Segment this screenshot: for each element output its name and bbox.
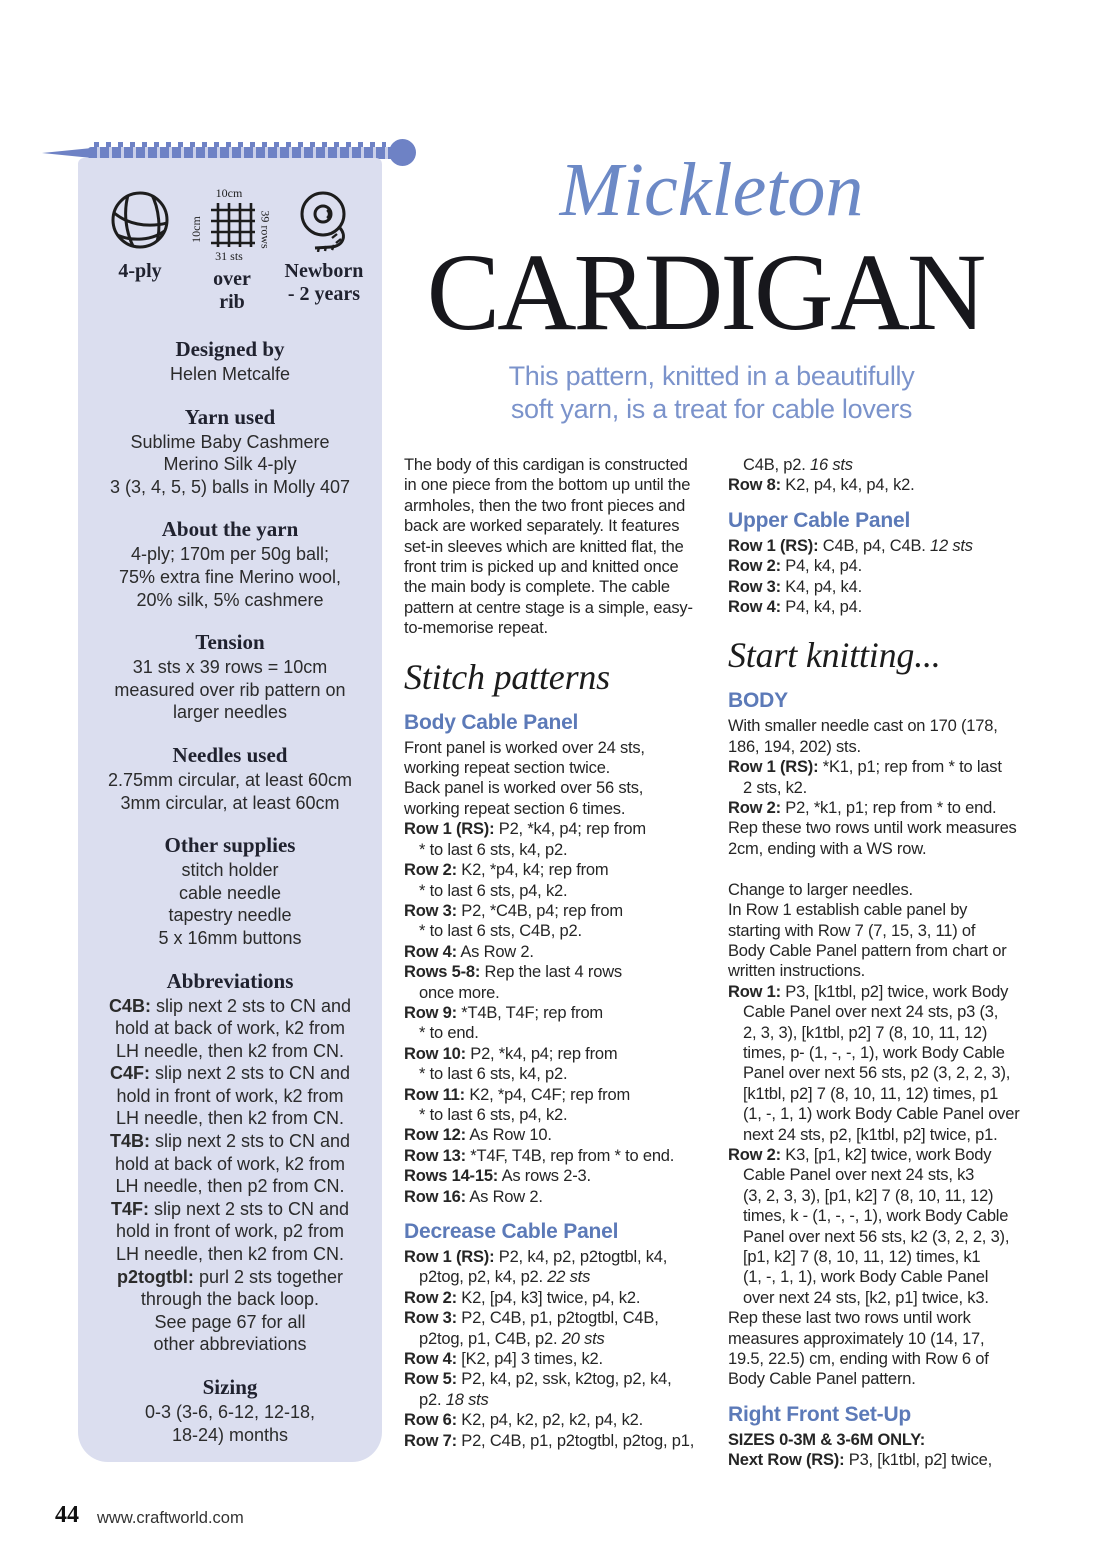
subsection-heading: Decrease Cable Panel <box>404 1220 619 1243</box>
pattern-line: starting with Row 7 (7, 15, 3, 11) of <box>728 921 976 940</box>
pattern-line: Row 3: P2, *C4B, p4; rep from <box>404 901 623 920</box>
pattern-line: (1, -, 1, 1), work Body Cable Panel <box>743 1268 989 1287</box>
pattern-line: Row 2: P2, *k1, p1; rep from * to end. <box>728 799 997 818</box>
pattern-line: 2, 3, 3), [k1tbl, p2] 7 (8, 10, 11, 12) <box>743 1023 988 1042</box>
sidebar-section-heading: Tension <box>195 630 265 655</box>
subsection-heading: Body Cable Panel <box>404 710 579 734</box>
pattern-line: With smaller needle cast on 170 (178, <box>728 717 998 736</box>
sidebar-text-line: other abbreviations <box>153 1334 307 1355</box>
sidebar-text-line: 75% extra fine Merino wool, <box>118 566 342 587</box>
sidebar-text-line: See page 67 for all <box>154 1311 306 1332</box>
subsection-heading: Upper Cable Panel <box>728 508 911 532</box>
subtitle-line: This pattern, knitted in a beautifully <box>508 361 915 391</box>
pattern-instructions <box>728 455 1046 496</box>
pattern-line: armholes, then the two front pieces and <box>404 496 686 515</box>
pattern-line: working repeat section 6 times. <box>404 799 626 818</box>
pattern-line: * to last 6 sts, p4, k2. <box>419 881 568 900</box>
pattern-line: Cable Panel over next 24 sts, k3 <box>743 1166 975 1185</box>
sidebar-text-line: LH needle, then k2 from CN. <box>115 1040 345 1061</box>
pattern-line: Row 4: P4, k4, p4. <box>728 598 862 617</box>
pattern-instructions <box>404 1247 722 1451</box>
yarn-ball-icon <box>107 188 173 252</box>
pattern-line: pattern at centre stage is a simple, easy- <box>404 598 693 617</box>
footer-url: www.craftworld.com <box>97 1509 244 1527</box>
sidebar-section-heading: About the yarn <box>161 517 299 542</box>
pattern-line: p2. 18 sts <box>419 1390 489 1409</box>
pattern-line: Row 13: *T4F, T4B, rep from * to end. <box>404 1146 675 1165</box>
sidebar-section-heading: Designed by <box>175 337 285 361</box>
pattern-line: 2 sts, k2. <box>743 778 808 797</box>
pattern-line: Rows 5-8: Rep the last 4 rows <box>404 963 622 982</box>
pattern-line: Cable Panel over next 24 sts, p3 (3, <box>743 1003 999 1022</box>
sidebar-text-line: C4F: slip next 2 sts to CN and <box>109 1063 351 1084</box>
sidebar-section <box>90 337 370 386</box>
pattern-line: measures approximately 10 (14, 17, <box>728 1329 985 1348</box>
pattern-subtitle <box>413 360 1010 426</box>
pattern-line: The body of this cardigan is constructed <box>404 456 688 474</box>
pattern-line: working repeat section twice. <box>404 759 611 778</box>
sidebar-section-heading: Sizing <box>202 1375 258 1399</box>
badge-label-line: 4-ply <box>118 260 162 282</box>
sidebar-text-line: 3mm circular, at least 60cm <box>120 792 340 813</box>
pattern-line: Panel over next 56 sts, k2 (3, 2, 2, 3), <box>743 1227 1010 1246</box>
pattern-info-sidebar <box>78 158 382 1462</box>
badge-label <box>213 268 251 314</box>
sidebar-text-line: stitch holder <box>181 860 279 881</box>
sidebar-text-line: 20% silk, 5% cashmere <box>136 589 324 610</box>
sidebar-text-line: hold in front of work, k2 from <box>116 1085 344 1106</box>
sidebar-text-line: 3 (3, 4, 5, 5) balls in Molly 407 <box>109 476 351 497</box>
pattern-line: * to last 6 sts, k4, p2. <box>419 1065 568 1084</box>
sidebar-section-heading: Needles used <box>172 742 288 767</box>
pattern-script-title: Mickleton <box>559 148 864 232</box>
badge-yarn-weight <box>94 188 186 283</box>
pattern-line: once more. <box>419 983 500 1002</box>
pattern-line: Row 1 (RS): P2, k4, p2, p2togtbl, k4, <box>404 1248 668 1266</box>
pattern-line: Row 16: As Row 2. <box>404 1187 543 1206</box>
sidebar-section-heading: Yarn used <box>184 404 276 429</box>
pattern-line: 2cm, ending with a WS row. <box>728 839 927 858</box>
subtitle-line: soft yarn, is a treat for cable lovers <box>510 394 913 424</box>
pattern-line: 186, 194, 202) sts. <box>728 737 861 756</box>
pattern-line: next 24 sts, p2, [k1tbl, p2] twice, p1. <box>743 1125 998 1144</box>
pattern-line: Row 12: As Row 10. <box>404 1126 552 1145</box>
intro-paragraph <box>404 455 722 639</box>
badge-tension <box>186 188 278 314</box>
gauge-swatch-icon <box>188 186 276 263</box>
gauge-right-label: 39 rows <box>258 210 273 249</box>
pattern-line: times, k - (1, -, -, 1), work Body Cable <box>743 1207 1009 1226</box>
pattern-line: to-memorise repeat. <box>404 619 548 638</box>
sidebar-text-line: 2.75mm circular, at least 60cm <box>107 769 353 790</box>
pattern-line: Panel over next 56 sts, p2 (3, 2, 2, 3), <box>743 1064 1011 1083</box>
pattern-line: p2tog, p1, C4B, p2. 20 sts <box>419 1329 605 1348</box>
badge-row <box>78 158 382 314</box>
badge-sizes <box>278 188 370 306</box>
sidebar-text-line: hold at back of work, k2 from <box>114 1153 346 1174</box>
badge-label-line: Newborn <box>284 260 364 282</box>
sidebar-text-line: LH needle, then k2 from CN. <box>115 1244 345 1265</box>
pattern-line: Row 1 (RS): P2, *k4, p4; rep from <box>404 820 646 839</box>
pattern-line: Row 3: K4, p4, k4. <box>728 577 862 596</box>
pattern-line: Row 4: As Row 2. <box>404 942 534 961</box>
pattern-instructions <box>404 738 722 1207</box>
needle-stitches <box>94 142 386 147</box>
sidebar-text-line: measured over rib pattern on <box>114 679 346 700</box>
badge-label <box>285 260 364 306</box>
gauge-bottom-label: 31 sts <box>215 249 243 263</box>
pattern-line: in one piece from the bottom up until the <box>404 476 691 495</box>
pattern-line: In Row 1 establish cable panel by <box>728 901 968 920</box>
pattern-line: back are worked separately. It features <box>404 517 680 536</box>
sidebar-section <box>90 833 370 949</box>
pattern-line: Row 11: K2, *p4, C4F; rep from <box>404 1085 631 1104</box>
pattern-instructions <box>728 1430 1046 1471</box>
pattern-line: Body Cable Panel pattern from chart or <box>728 941 1007 960</box>
pattern-line: Row 5: P2, k4, p2, ssk, k2tog, p2, k4, <box>404 1370 672 1389</box>
pattern-line: C4B, p2. 16 sts <box>743 456 853 474</box>
pattern-line: [k1tbl, p2] 7 (8, 10, 11, 12) times, p1 <box>743 1084 999 1103</box>
sidebar-section <box>90 517 370 611</box>
sidebar-text-line: 4-ply; 170m per 50g ball; <box>130 544 330 565</box>
sidebar-text-line: Merino Silk 4-ply <box>163 454 297 475</box>
pattern-line: Row 2: K2, [p4, k3] twice, p4, k2. <box>404 1288 641 1307</box>
sidebar-section-heading: Other supplies <box>164 833 296 858</box>
sidebar-section <box>90 630 370 724</box>
pattern-line: the main body is complete. The cable <box>404 578 670 597</box>
sidebar-text-line: larger needles <box>172 702 288 723</box>
sidebar-text-line: tapestry needle <box>168 905 292 926</box>
sidebar-text-line: 31 sts x 39 rows = 10cm <box>132 657 328 678</box>
sidebar-text-line: hold in front of work, p2 from <box>115 1221 345 1242</box>
gauge-left-label: 10cm <box>188 216 203 243</box>
sidebar-text-line: 18-24) months <box>171 1424 289 1445</box>
pattern-line: (3, 2, 3, 3), [p1, k2] 7 (8, 10, 11, 12) <box>743 1186 994 1205</box>
pattern-line: written instructions. <box>728 962 866 981</box>
sidebar-section <box>90 1375 370 1446</box>
sidebar-section <box>90 743 370 814</box>
pattern-line: * to last 6 sts, p4, k2. <box>419 1105 568 1124</box>
sidebar-text-line: hold at back of work, k2 from <box>114 1018 346 1039</box>
sidebar-text-line: through the back loop. <box>140 1289 320 1310</box>
script-section-heading: Stitch patterns <box>404 656 610 697</box>
pattern-line: Row 1: P3, [k1tbl, p2] twice, work Body <box>728 982 1009 1001</box>
pattern-line: * to last 6 sts, C4B, p2. <box>419 922 582 941</box>
pattern-line: Row 6: K2, p4, k2, p2, k2, p4, k2. <box>404 1411 643 1430</box>
sidebar-text-line: LH needle, then k2 from CN. <box>115 1108 345 1129</box>
pattern-line: Rep these two rows until work measures <box>728 819 1017 838</box>
sidebar-text-line: 5 x 16mm buttons <box>158 927 302 948</box>
sidebar-text-line: C4B: slip next 2 sts to CN and <box>108 995 352 1016</box>
pattern-line: [p1, k2] 7 (8, 10, 11, 12) times, k1 <box>743 1248 981 1266</box>
pattern-line: Front panel is worked over 24 sts, <box>404 738 645 757</box>
needle-tip <box>42 148 92 158</box>
pattern-line: 19.5, 22.5) cm, ending with Row 6 of <box>728 1350 989 1369</box>
pattern-line: Row 8: K2, p4, k4, p4, k2. <box>728 476 915 495</box>
sidebar-text-line: cable needle <box>178 882 282 903</box>
badge-label-line: - 2 years <box>287 283 361 305</box>
pattern-line: Back panel is worked over 56 sts, <box>404 779 644 798</box>
badge-label <box>118 260 161 283</box>
pattern-line: Row 2: K3, [p1, k2] twice, work Body <box>728 1145 992 1164</box>
needle-knob <box>389 139 416 166</box>
pattern-line: Next Row (RS): P3, [k1tbl, p2] twice, <box>728 1451 993 1470</box>
sidebar-text-line: p2togtbl: purl 2 sts together <box>116 1266 344 1287</box>
pattern-instructions <box>728 536 1046 618</box>
sidebar-section <box>90 969 370 1357</box>
tape-measure-icon <box>291 188 357 252</box>
pattern-line: Row 7: P2, C4B, p1, p2togtbl, p2tog, p1, <box>404 1431 695 1450</box>
subsection-heading: Right Front Set-Up <box>728 1402 912 1426</box>
pattern-line: * to last 6 sts, k4, p2. <box>419 840 568 859</box>
sidebar-text-line: 0-3 (3-6, 6-12, 12-18, <box>144 1402 316 1422</box>
pattern-line: Rep these last two rows until work <box>728 1309 971 1328</box>
pattern-line <box>728 859 1046 879</box>
sidebar-text-line: Helen Metcalfe <box>169 364 291 384</box>
sidebar-section <box>90 405 370 499</box>
pattern-column-right <box>728 455 1046 1471</box>
script-section-heading: Start knitting... <box>728 635 941 676</box>
badge-label-line: rib <box>219 291 245 313</box>
pattern-line: Rows 14-15: As rows 2-3. <box>404 1167 591 1186</box>
pattern-line: Row 1 (RS): *K1, p1; rep from * to last <box>728 758 1002 777</box>
badge-label-line: over <box>213 268 251 290</box>
pattern-line: p2tog, p2, k4, p2. 22 sts <box>419 1268 591 1287</box>
page-title: CARDIGAN <box>426 231 984 353</box>
pattern-line: * to end. <box>419 1024 479 1043</box>
pattern-line: over next 24 sts, [k2, p1] twice, k3. <box>743 1288 989 1307</box>
subsection-heading: BODY <box>728 689 788 713</box>
sidebar-section-heading: Abbreviations <box>166 968 294 993</box>
pattern-line: Row 9: *T4B, T4F; rep from <box>404 1003 603 1022</box>
sidebar-sections <box>78 314 382 1446</box>
pattern-line: Row 4: [K2, p4] 3 times, k2. <box>404 1350 603 1369</box>
pattern-line: times, p- (1, -, -, 1), work Body Cable <box>743 1043 1005 1062</box>
pattern-instructions <box>728 716 1046 1389</box>
sidebar-text-line: T4B: slip next 2 sts to CN and <box>109 1131 351 1152</box>
pattern-line: SIZES 0-3M & 3-6M ONLY: <box>728 1430 926 1449</box>
pattern-line: Body Cable Panel pattern. <box>728 1370 916 1389</box>
page-number: 44 <box>55 1502 79 1528</box>
pattern-line: Row 3: P2, C4B, p1, p2togtbl, C4B, <box>404 1309 659 1328</box>
sidebar-text-line: T4F: slip next 2 sts to CN and <box>110 1198 350 1219</box>
sidebar-text-line: Sublime Baby Cashmere <box>130 431 330 452</box>
pattern-line: (1, -, 1, 1) work Body Cable Panel over <box>743 1105 1020 1124</box>
sidebar-text-line: LH needle, then p2 from CN. <box>115 1176 345 1197</box>
pattern-line: Row 1 (RS): C4B, p4, C4B. 12 sts <box>728 536 973 555</box>
pattern-line: front trim is picked up and knitted once <box>404 558 679 577</box>
pattern-line: Row 10: P2, *k4, p4; rep from <box>404 1044 618 1063</box>
pattern-line: Row 2: K2, *p4, k4; rep from <box>404 861 609 880</box>
gauge-top-label: 10cm <box>215 186 243 200</box>
pattern-column-middle <box>404 455 722 1451</box>
pattern-line: Change to larger needles. <box>728 880 913 899</box>
pattern-line: set-in sleeves which are knitted flat, the <box>404 537 684 556</box>
pattern-line: Row 2: P4, k4, p4. <box>728 557 862 576</box>
